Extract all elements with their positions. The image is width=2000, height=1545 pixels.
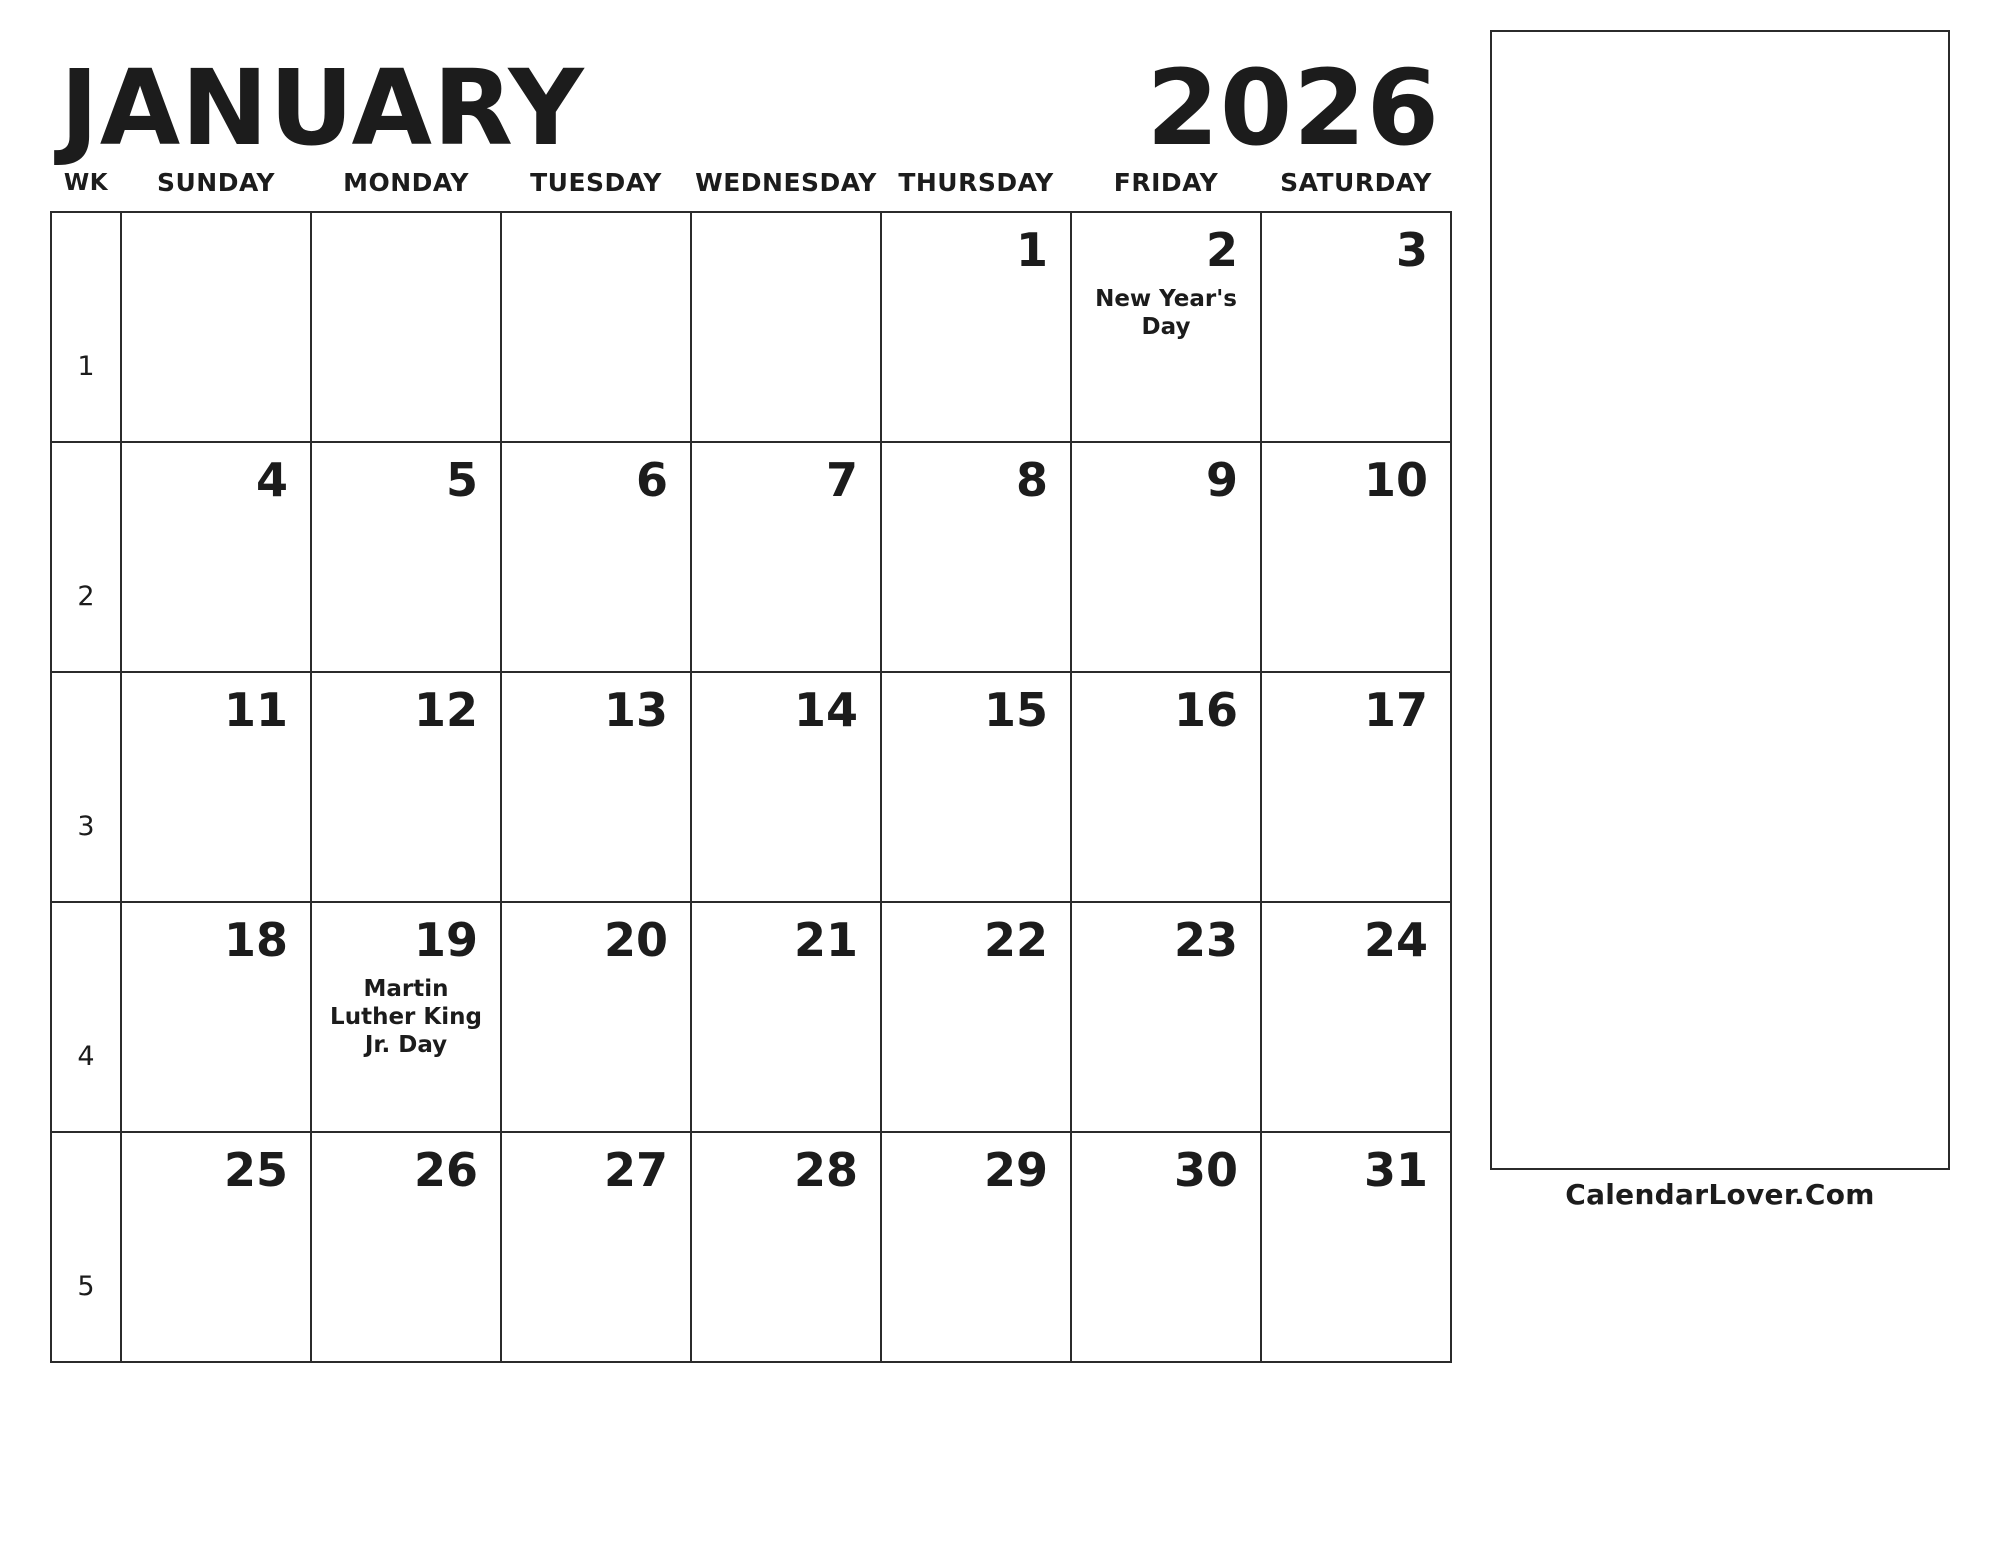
weekday-header-thursday: THURSDAY [898, 168, 1054, 197]
day-cell[interactable] [1071, 902, 1261, 1132]
day-cell[interactable] [691, 1132, 881, 1362]
day-number: 9 [1205, 453, 1238, 507]
calendar-block [50, 30, 1450, 1363]
day-cell[interactable] [1071, 442, 1261, 672]
week-number: 5 [77, 1270, 95, 1302]
weekday-header-tuesday: TUESDAY [530, 168, 662, 197]
day-cell[interactable] [1261, 442, 1451, 672]
weekday-header-monday: MONDAY [343, 168, 469, 197]
week-number: 4 [77, 1040, 95, 1072]
calendar-week-row [51, 212, 1451, 442]
day-cell[interactable] [881, 902, 1071, 1132]
day-number: 8 [1015, 453, 1048, 507]
day-number: 5 [445, 453, 478, 507]
day-number: 4 [255, 453, 288, 507]
notes-panel[interactable] [1490, 30, 1950, 1170]
day-number: 22 [983, 913, 1048, 967]
day-cell[interactable] [121, 442, 311, 672]
weekday-header-friday: FRIDAY [1113, 168, 1219, 197]
day-number: 24 [1363, 913, 1428, 967]
week-number-cell [51, 442, 121, 672]
day-number: 11 [223, 683, 288, 737]
day-number: 20 [603, 913, 668, 967]
day-cell[interactable] [311, 672, 501, 902]
day-event [692, 227, 880, 239]
month-label: JANUARY [60, 47, 585, 169]
day-number: 10 [1363, 453, 1428, 507]
day-number: 18 [223, 913, 288, 967]
week-number: 3 [77, 810, 95, 842]
day-cell[interactable] [881, 442, 1071, 672]
day-cell[interactable] [1071, 1132, 1261, 1362]
day-cell[interactable] [691, 672, 881, 902]
day-number: 21 [793, 913, 858, 967]
day-number: 12 [413, 683, 478, 737]
day-cell[interactable] [691, 442, 881, 672]
week-number-header: WK [63, 169, 109, 196]
day-cell[interactable] [501, 902, 691, 1132]
day-number: 27 [603, 1143, 668, 1197]
day-cell[interactable] [121, 902, 311, 1132]
day-cell[interactable] [311, 902, 501, 1132]
day-cell[interactable] [691, 902, 881, 1132]
calendar-week-row [51, 902, 1451, 1132]
week-number-cell [51, 902, 121, 1132]
day-cell[interactable] [1261, 1132, 1451, 1362]
day-number: 7 [825, 453, 858, 507]
day-number: 28 [793, 1143, 858, 1197]
day-number: 16 [1173, 683, 1238, 737]
day-cell[interactable] [501, 212, 691, 442]
day-event: Martin Luther King Jr. Day [330, 976, 482, 1059]
week-number: 1 [77, 350, 95, 382]
day-cell[interactable] [1261, 672, 1451, 902]
day-cell[interactable] [311, 1132, 501, 1362]
day-cell[interactable] [881, 212, 1071, 442]
day-cell[interactable] [691, 212, 881, 442]
day-cell[interactable] [1261, 902, 1451, 1132]
day-number: 23 [1173, 913, 1238, 967]
day-cell[interactable] [1071, 212, 1261, 442]
calendar-week-row [51, 672, 1451, 902]
week-number-cell [51, 212, 121, 442]
week-number-cell [51, 672, 121, 902]
week-number: 2 [77, 580, 95, 612]
day-number: 14 [793, 683, 858, 737]
day-cell[interactable] [1071, 672, 1261, 902]
day-number: 26 [413, 1143, 478, 1197]
calendar-week-row [51, 1132, 1451, 1362]
day-number: 3 [1395, 223, 1428, 277]
day-cell[interactable] [121, 212, 311, 442]
day-cell[interactable] [311, 442, 501, 672]
day-number: 15 [983, 683, 1048, 737]
week-number-cell [51, 1132, 121, 1362]
day-event: New Year's Day [1095, 286, 1237, 341]
day-number: 2 [1205, 223, 1238, 277]
day-cell[interactable] [501, 672, 691, 902]
day-event [312, 227, 500, 239]
day-cell[interactable] [501, 442, 691, 672]
day-event [502, 227, 690, 239]
day-cell[interactable] [881, 672, 1071, 902]
day-cell[interactable] [121, 1132, 311, 1362]
day-number: 1 [1015, 223, 1048, 277]
weekday-header-saturday: SATURDAY [1280, 168, 1432, 197]
year-label: 2026 [1146, 47, 1440, 169]
day-number: 30 [1173, 1143, 1238, 1197]
weekday-header-wednesday: WEDNESDAY [695, 168, 877, 197]
calendar-week-row [51, 442, 1451, 672]
brand-label: CalendarLover.Com [1565, 1178, 1875, 1211]
day-cell[interactable] [121, 672, 311, 902]
weekday-header-sunday: SUNDAY [156, 168, 276, 197]
day-cell[interactable] [501, 1132, 691, 1362]
day-cell[interactable] [1261, 212, 1451, 442]
day-number: 25 [223, 1143, 288, 1197]
day-cell[interactable] [311, 212, 501, 442]
day-event [122, 227, 310, 239]
day-number: 6 [635, 453, 668, 507]
day-number: 19 [413, 913, 478, 967]
calendar-grid [50, 160, 1452, 1363]
calendar-title [50, 30, 1450, 169]
day-number: 13 [603, 683, 668, 737]
day-number: 31 [1363, 1143, 1428, 1197]
day-cell[interactable] [881, 1132, 1071, 1362]
day-number: 29 [983, 1143, 1048, 1197]
day-number: 17 [1363, 683, 1428, 737]
